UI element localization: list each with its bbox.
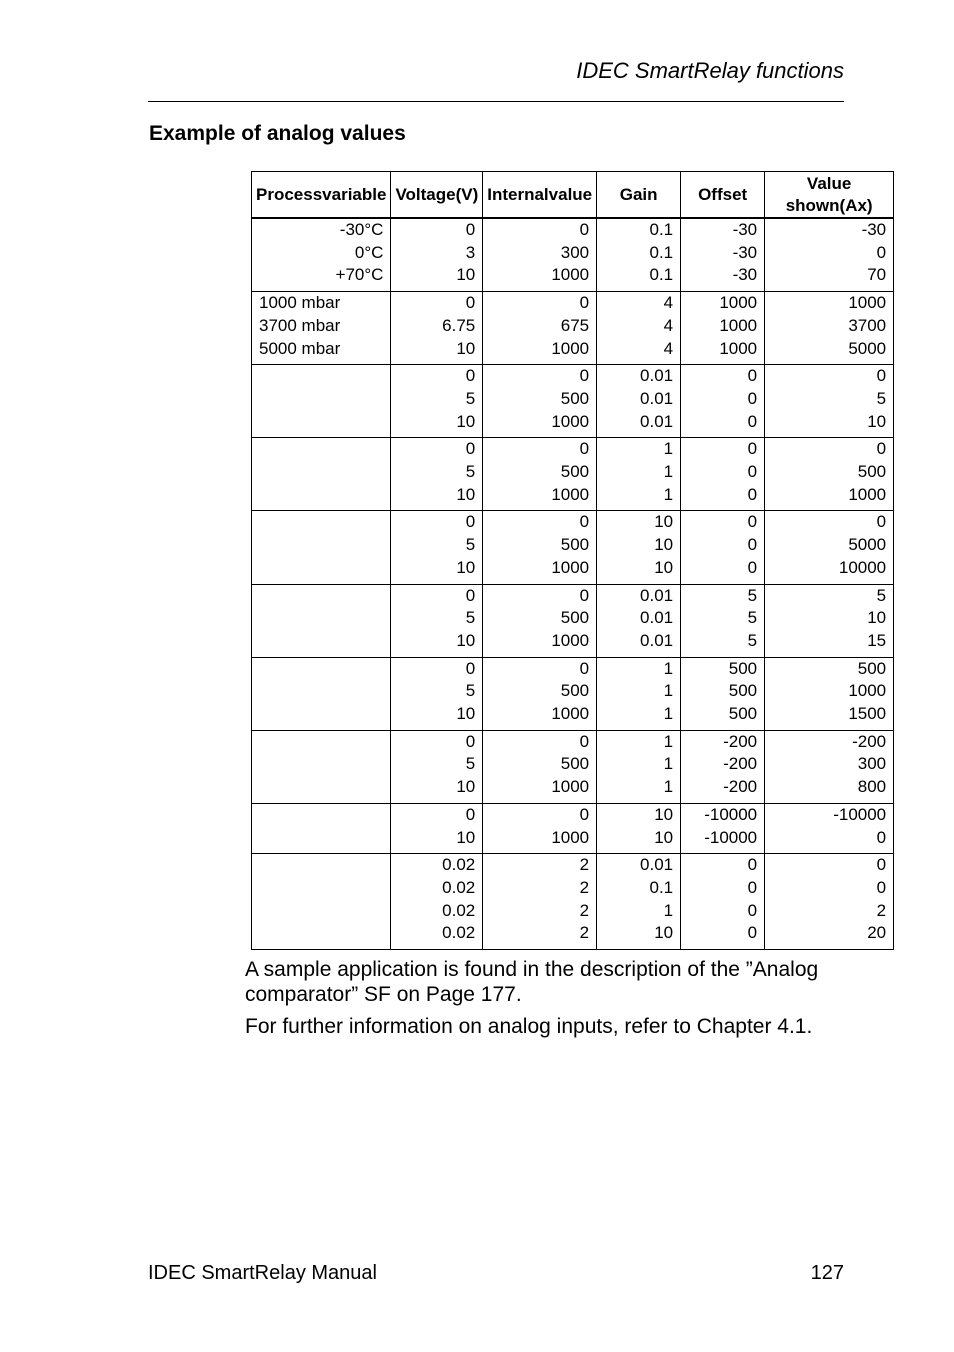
voltage-value: 10 <box>456 557 476 577</box>
internal-value-value: 2 <box>579 923 590 943</box>
value-shown-value: 800 <box>857 777 887 797</box>
gain-value: 10 <box>654 827 674 847</box>
voltage-cell <box>391 657 483 730</box>
value-shown-cell <box>765 803 894 853</box>
gain-value: 1 <box>663 484 674 504</box>
column-header-value-shown <box>765 172 894 219</box>
value-shown-value: 0 <box>876 877 887 897</box>
gain-cell <box>597 511 681 584</box>
process-variable-cell <box>252 803 391 853</box>
gain-cell <box>597 657 681 730</box>
value-shown-cell <box>765 854 894 950</box>
voltage-value: 10 <box>456 265 476 285</box>
gain-value: 1 <box>663 439 674 459</box>
table-header-row <box>252 172 894 219</box>
offset-cell <box>681 584 765 657</box>
voltage-value: 10 <box>456 777 476 797</box>
internal-value-cell <box>483 730 597 803</box>
value-shown-value: 300 <box>857 754 887 774</box>
gain-cell <box>597 854 681 950</box>
voltage-value: 5 <box>465 388 476 408</box>
voltage-cell <box>391 803 483 853</box>
value-shown-cell <box>765 292 894 365</box>
value-shown-cell <box>765 365 894 438</box>
value-shown-value: 5 <box>876 388 887 408</box>
process-variable-cell <box>252 730 391 803</box>
gain-value: 0.01 <box>640 608 674 628</box>
gain-value: 0.01 <box>640 366 674 386</box>
offset-cell <box>681 511 765 584</box>
offset-value: 0 <box>747 462 758 482</box>
internal-value-cell <box>483 803 597 853</box>
offset-value: 0 <box>747 557 758 577</box>
internal-value-value: 2 <box>579 900 590 920</box>
value-shown-value: 0 <box>876 439 887 459</box>
offset-value: 1000 <box>719 338 758 358</box>
value-shown-cell <box>765 218 894 292</box>
offset-value: 5 <box>747 585 758 605</box>
offset-value: -200 <box>723 731 758 751</box>
process-variable-value: 0°C <box>354 242 384 262</box>
voltage-value: 0 <box>465 439 476 459</box>
table-row <box>252 584 894 657</box>
internal-value-value: 0 <box>579 731 590 751</box>
section-title: Example of analog values <box>149 122 406 145</box>
gain-value: 1 <box>663 462 674 482</box>
internal-value-cell <box>483 854 597 950</box>
voltage-value: 10 <box>456 630 476 650</box>
value-shown-value: 1500 <box>848 704 887 724</box>
internal-value-cell <box>483 584 597 657</box>
voltage-cell <box>391 438 483 511</box>
value-shown-value: 1000 <box>848 293 887 313</box>
gain-value: 4 <box>663 315 674 335</box>
column-header-line: Voltage <box>395 184 456 204</box>
value-shown-value: 10 <box>867 608 887 628</box>
internal-value-value: 0 <box>579 366 590 386</box>
gain-value: 0.1 <box>649 877 674 897</box>
voltage-cell <box>391 292 483 365</box>
voltage-value: 5 <box>465 754 476 774</box>
gain-cell <box>597 584 681 657</box>
value-shown-value: 20 <box>867 923 887 943</box>
column-header-line: Value shown <box>785 173 852 215</box>
offset-cell <box>681 292 765 365</box>
gain-cell <box>597 803 681 853</box>
voltage-value: 0 <box>465 366 476 386</box>
column-header-process-variable <box>252 172 391 219</box>
gain-value: 0.1 <box>649 265 674 285</box>
offset-value: 500 <box>728 658 758 678</box>
value-shown-value: 0 <box>876 512 887 532</box>
gain-value: 0.01 <box>640 411 674 431</box>
gain-value: 0.01 <box>640 630 674 650</box>
process-variable-cell <box>252 584 391 657</box>
offset-value: 0 <box>747 411 758 431</box>
column-header-line: variable <box>322 184 387 204</box>
table-row <box>252 657 894 730</box>
gain-value: 0.1 <box>649 220 674 239</box>
page-number: 127 <box>810 1262 844 1284</box>
value-shown-value: 5 <box>876 585 887 605</box>
voltage-value: 5 <box>465 681 476 701</box>
process-variable-value: 5000 mbar <box>259 338 341 358</box>
column-header-gain <box>597 172 681 219</box>
offset-value: 0 <box>747 900 758 920</box>
internal-value-value: 0 <box>579 439 590 459</box>
offset-value: -30 <box>732 265 758 285</box>
internal-value-cell <box>483 365 597 438</box>
table-row <box>252 292 894 365</box>
offset-value: -200 <box>723 777 758 797</box>
gain-value: 4 <box>663 338 674 358</box>
process-variable-cell <box>252 854 391 950</box>
gain-cell <box>597 730 681 803</box>
internal-value-value: 1000 <box>551 557 590 577</box>
offset-value: -30 <box>732 220 758 239</box>
internal-value-value: 0 <box>579 804 590 824</box>
gain-value: 1 <box>663 704 674 724</box>
offset-value: -10000 <box>704 804 758 824</box>
voltage-value: 10 <box>456 411 476 431</box>
process-variable-cell <box>252 438 391 511</box>
value-shown-cell <box>765 511 894 584</box>
voltage-value: 0.02 <box>442 855 476 875</box>
voltage-value: 0 <box>465 220 476 239</box>
internal-value-value: 0 <box>579 585 590 605</box>
table-row <box>252 365 894 438</box>
gain-value: 10 <box>654 804 674 824</box>
internal-value-cell <box>483 218 597 292</box>
internal-value-cell <box>483 292 597 365</box>
internal-value-value: 1000 <box>551 411 590 431</box>
column-header-internal-value <box>483 172 597 219</box>
value-shown-cell <box>765 730 894 803</box>
offset-value: 0 <box>747 439 758 459</box>
offset-cell <box>681 854 765 950</box>
offset-value: 0 <box>747 366 758 386</box>
column-header-offset <box>681 172 765 219</box>
offset-value: 0 <box>747 923 758 943</box>
value-shown-value: 70 <box>867 265 887 285</box>
voltage-cell <box>391 854 483 950</box>
offset-value: 5 <box>747 608 758 628</box>
offset-cell <box>681 218 765 292</box>
voltage-cell <box>391 218 483 292</box>
column-header-line: (Ax) <box>839 195 873 215</box>
internal-value-value: 500 <box>560 535 590 555</box>
gain-value: 4 <box>663 293 674 313</box>
process-variable-cell <box>252 365 391 438</box>
voltage-value: 6.75 <box>442 315 476 335</box>
internal-value-value: 1000 <box>551 484 590 504</box>
gain-cell <box>597 365 681 438</box>
internal-value-value: 500 <box>560 754 590 774</box>
voltage-value: 0.02 <box>442 877 476 897</box>
voltage-value: 0 <box>465 512 476 532</box>
paragraph-further-information: For further information on analog inputs, refer to Chapter 4.1. <box>245 1015 813 1038</box>
gain-value: 0.01 <box>640 585 674 605</box>
offset-value: 500 <box>728 681 758 701</box>
table-row <box>252 218 894 292</box>
value-shown-value: 0 <box>876 366 887 386</box>
table-row <box>252 511 894 584</box>
offset-value: -10000 <box>704 827 758 847</box>
value-shown-value: 0 <box>876 855 887 875</box>
value-shown-value: 0 <box>876 242 887 262</box>
internal-value-cell <box>483 657 597 730</box>
gain-value: 1 <box>663 681 674 701</box>
voltage-value: 0 <box>465 731 476 751</box>
value-shown-value: 5000 <box>848 535 887 555</box>
internal-value-value: 1000 <box>551 827 590 847</box>
value-shown-value: 2 <box>876 900 887 920</box>
internal-value-value: 500 <box>560 681 590 701</box>
gain-value: 10 <box>654 923 674 943</box>
internal-value-value: 0 <box>579 512 590 532</box>
table-row <box>252 730 894 803</box>
offset-value: 0 <box>747 877 758 897</box>
analog-values-table <box>251 171 894 950</box>
footer-manual-title: IDEC SmartRelay Manual <box>148 1262 377 1284</box>
voltage-cell <box>391 511 483 584</box>
value-shown-value: 10000 <box>838 557 887 577</box>
value-shown-value: -10000 <box>833 804 887 824</box>
voltage-value: 10 <box>456 338 476 358</box>
voltage-value: 0 <box>465 804 476 824</box>
internal-value-value: 0 <box>579 658 590 678</box>
value-shown-value: 0 <box>876 827 887 847</box>
value-shown-value: 5000 <box>848 338 887 358</box>
process-variable-value: 3700 mbar <box>259 315 341 335</box>
voltage-value: 3 <box>465 242 476 262</box>
offset-value: -200 <box>723 754 758 774</box>
column-header-voltage <box>391 172 483 219</box>
voltage-value: 5 <box>465 535 476 555</box>
voltage-cell <box>391 365 483 438</box>
voltage-cell <box>391 730 483 803</box>
column-header-line: value <box>548 184 593 204</box>
internal-value-value: 300 <box>560 242 590 262</box>
internal-value-value: 675 <box>560 315 590 335</box>
process-variable-cell <box>252 511 391 584</box>
value-shown-value: 1000 <box>848 681 887 701</box>
value-shown-value: 500 <box>857 462 887 482</box>
voltage-value: 0.02 <box>442 923 476 943</box>
offset-value: 5 <box>747 630 758 650</box>
value-shown-value: 500 <box>857 658 887 678</box>
gain-value: 1 <box>663 777 674 797</box>
offset-value: 0 <box>747 388 758 408</box>
process-variable-cell <box>252 657 391 730</box>
column-header-line: Offset <box>698 184 748 204</box>
gain-value: 1 <box>663 658 674 678</box>
internal-value-value: 2 <box>579 855 590 875</box>
gain-value: 10 <box>654 557 674 577</box>
process-variable-value: 1000 mbar <box>259 293 341 313</box>
internal-value-value: 500 <box>560 608 590 628</box>
table-row <box>252 854 894 950</box>
process-variable-value: +70°C <box>335 265 384 285</box>
voltage-cell <box>391 584 483 657</box>
offset-value: 1000 <box>719 315 758 335</box>
column-header-line: Internal <box>487 184 549 204</box>
internal-value-value: 1000 <box>551 338 590 358</box>
internal-value-value: 500 <box>560 462 590 482</box>
voltage-value: 0.02 <box>442 900 476 920</box>
gain-cell <box>597 292 681 365</box>
value-shown-value: -200 <box>852 731 887 751</box>
voltage-value: 0 <box>465 293 476 313</box>
offset-value: 0 <box>747 535 758 555</box>
offset-value: 0 <box>747 855 758 875</box>
process-variable-cell <box>252 292 391 365</box>
gain-value: 1 <box>663 754 674 774</box>
running-header: IDEC SmartRelay functions <box>576 58 844 83</box>
offset-cell <box>681 438 765 511</box>
table-row <box>252 803 894 853</box>
voltage-value: 0 <box>465 658 476 678</box>
process-variable-cell <box>252 218 391 292</box>
internal-value-value: 500 <box>560 388 590 408</box>
offset-cell <box>681 365 765 438</box>
offset-value: 1000 <box>719 293 758 313</box>
internal-value-value: 0 <box>579 293 590 313</box>
value-shown-value: 3700 <box>848 315 887 335</box>
value-shown-value: 15 <box>867 630 887 650</box>
value-shown-cell <box>765 657 894 730</box>
table-row <box>252 438 894 511</box>
process-variable-value: -30°C <box>339 220 384 239</box>
value-shown-cell <box>765 438 894 511</box>
offset-value: 0 <box>747 484 758 504</box>
voltage-value: 0 <box>465 585 476 605</box>
voltage-value: 10 <box>456 704 476 724</box>
gain-cell <box>597 438 681 511</box>
value-shown-value: 1000 <box>848 484 887 504</box>
internal-value-cell <box>483 438 597 511</box>
offset-value: 500 <box>728 704 758 724</box>
offset-value: -30 <box>732 242 758 262</box>
offset-cell <box>681 803 765 853</box>
column-header-line: (V) <box>455 184 479 204</box>
paragraph-sample-application: A sample application is found in the description of the ”Analog comparator” SF on Page 177. <box>245 958 819 1006</box>
value-shown-cell <box>765 584 894 657</box>
internal-value-value: 1000 <box>551 777 590 797</box>
internal-value-value: 0 <box>579 220 590 239</box>
gain-value: 0.1 <box>649 242 674 262</box>
voltage-value: 10 <box>456 484 476 504</box>
offset-cell <box>681 730 765 803</box>
gain-value: 10 <box>654 535 674 555</box>
gain-value: 0.01 <box>640 855 674 875</box>
value-shown-value: -30 <box>861 220 887 239</box>
voltage-value: 5 <box>465 462 476 482</box>
internal-value-value: 1000 <box>551 704 590 724</box>
value-shown-value: 10 <box>867 411 887 431</box>
column-header-line: Gain <box>619 184 658 204</box>
column-header-line: Process <box>256 184 323 204</box>
voltage-value: 5 <box>465 608 476 628</box>
gain-value: 0.01 <box>640 388 674 408</box>
voltage-value: 10 <box>456 827 476 847</box>
header-rule <box>148 101 844 102</box>
offset-cell <box>681 657 765 730</box>
internal-value-value: 2 <box>579 877 590 897</box>
offset-value: 0 <box>747 512 758 532</box>
gain-value: 10 <box>654 512 674 532</box>
gain-value: 1 <box>663 900 674 920</box>
internal-value-value: 1000 <box>551 630 590 650</box>
gain-cell <box>597 218 681 292</box>
internal-value-value: 1000 <box>551 265 590 285</box>
gain-value: 1 <box>663 731 674 751</box>
internal-value-cell <box>483 511 597 584</box>
